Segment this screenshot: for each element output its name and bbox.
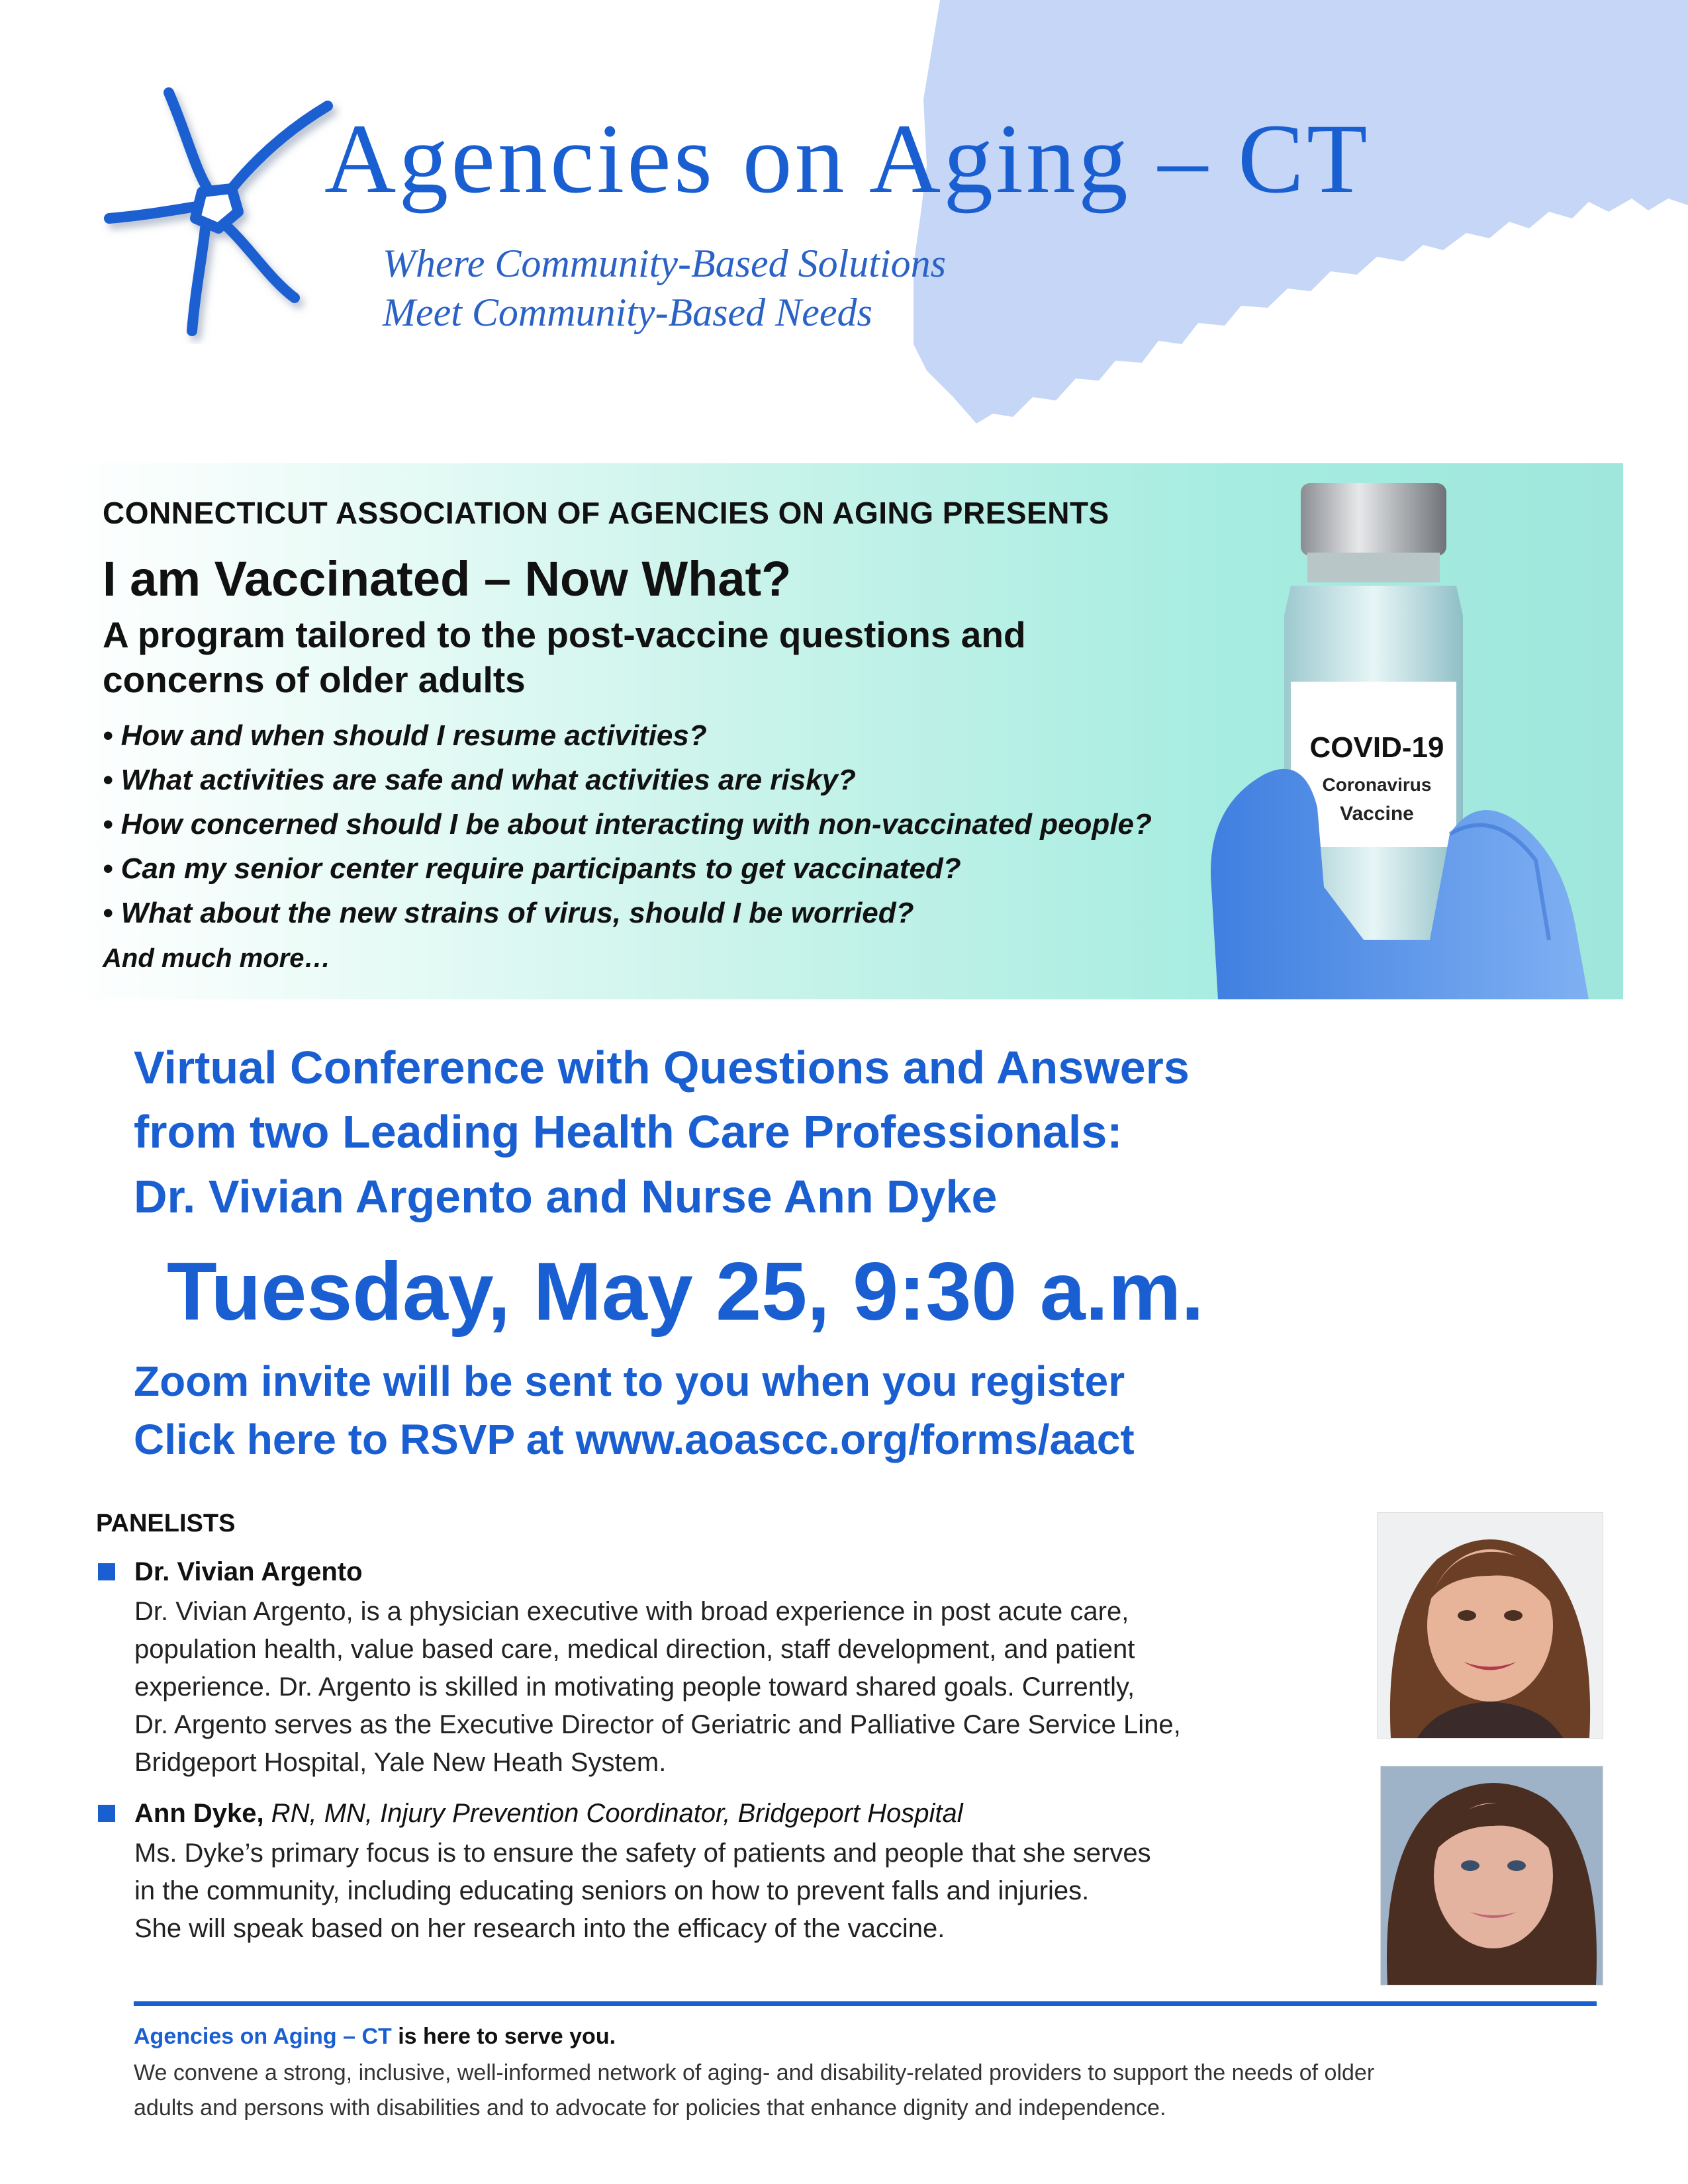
panelist-2-bio-line: Ms. Dyke’s primary focus is to ensure the safety of patients and people that she serves xyxy=(134,1839,1151,1868)
panelist-1-bio-line: Dr. Argento serves as the Executive Director of Geriatric and Palliative Care Service Line, xyxy=(134,1710,1181,1739)
zoom-invite-note: Zoom invite will be sent to you when you register xyxy=(134,1357,1125,1405)
question-item: • Can my senior center require participants to get vaccinated? xyxy=(103,852,961,885)
conference-line-3: Dr. Vivian Argento and Nurse Ann Dyke xyxy=(134,1171,998,1222)
rsvp-link[interactable]: Click here to RSVP at www.aoascc.org/forms/aact xyxy=(134,1416,1135,1463)
vial-label-line-3: Vaccine xyxy=(1340,803,1414,825)
question-item: • How and when should I resume activities? xyxy=(103,719,707,752)
panelist-2-bio-line: in the community, including educating seniors on how to prevent falls and injuries. xyxy=(134,1876,1090,1905)
footer-org-name: Agencies on Aging – CT xyxy=(134,2024,392,2049)
star-logo-icon xyxy=(96,79,348,344)
program-subtitle-line-2: concerns of older adults xyxy=(103,659,526,700)
footer-text-line-2: adults and persons with disabilities and to advocate for policies that enhance dignity and independence. xyxy=(134,2095,1166,2120)
question-item: • How concerned should I be about interacting with non-vaccinated people? xyxy=(103,808,1152,841)
panelists-heading: PANELISTS xyxy=(96,1510,236,1537)
panelist-2-bio-line: She will speak based on her research into the efficacy of the vaccine. xyxy=(134,1914,945,1943)
question-item: • What about the new strains of virus, should I be worried? xyxy=(103,897,914,929)
and-much-more: And much more… xyxy=(103,944,331,973)
event-date: Tuesday, May 25, 9:30 a.m. xyxy=(167,1246,1204,1338)
program-subtitle-line-1: A program tailored to the post-vaccine questions and xyxy=(103,614,1026,655)
conference-line-2: from two Leading Health Care Professionals: xyxy=(134,1106,1123,1158)
org-title: Agencies on Aging – CT xyxy=(324,104,1370,214)
panelist-2-role: RN, MN, Injury Prevention Coordinator, Bridgeport Hospital xyxy=(263,1799,963,1828)
blue-square-icon xyxy=(98,1563,115,1580)
panelist-1-bio-line: population health, value based care, medical direction, staff development, and patient xyxy=(134,1635,1135,1664)
blue-square-icon xyxy=(98,1805,115,1822)
vial-label-line-2: Coronavirus xyxy=(1322,774,1432,795)
panelist-1-bio-line: experience. Dr. Argento is skilled in motivating people toward shared goals. Currently, xyxy=(134,1672,1135,1702)
panelist-1-bio-line: Dr. Vivian Argento, is a physician executive with broad experience in post acute care, xyxy=(134,1597,1129,1626)
tagline-line-1: Where Community-Based Solutions xyxy=(383,242,946,285)
presents-line: CONNECTICUT ASSOCIATION OF AGENCIES ON AGING PRESENTS xyxy=(103,496,1109,530)
vial-label-title: COVID-19 xyxy=(1309,731,1444,764)
panelist-2-heading xyxy=(134,1800,963,1827)
footer-heading xyxy=(134,2025,616,2048)
footer-heading-rest: is here to serve you. xyxy=(391,2024,616,2049)
question-item: • What activities are safe and what activities are risky? xyxy=(103,764,856,796)
footer-divider xyxy=(134,2001,1597,2006)
tagline-line-2: Meet Community-Based Needs xyxy=(383,291,872,334)
conference-line-1: Virtual Conference with Questions and Answers xyxy=(134,1042,1190,1093)
panelist-1-bio-line: Bridgeport Hospital, Yale New Heath System. xyxy=(134,1748,667,1777)
program-title: I am Vaccinated – Now What? xyxy=(103,551,792,606)
panelist-2-photo xyxy=(1380,1766,1603,1985)
panelist-1-name: Dr. Vivian Argento xyxy=(134,1557,363,1586)
panelist-2-name: Ann Dyke, xyxy=(134,1799,264,1828)
footer-text-line-1: We convene a strong, inclusive, well-informed network of aging- and disability-related providers to support the needs of older xyxy=(134,2060,1375,2085)
panelist-1-photo xyxy=(1377,1512,1603,1739)
